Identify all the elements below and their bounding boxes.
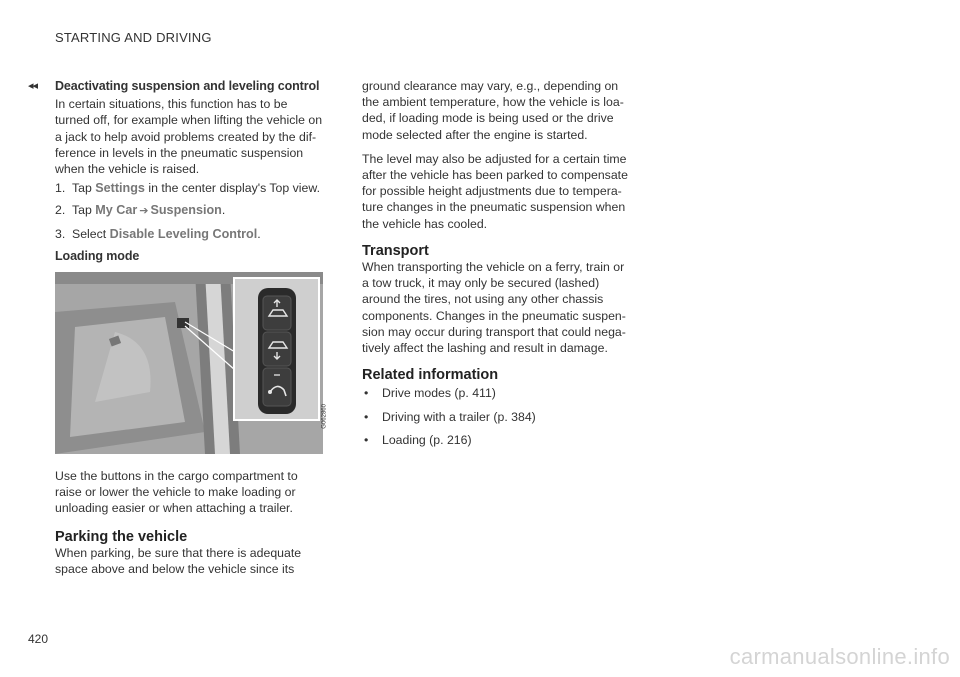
- my-car-ui-label: My Car: [95, 203, 138, 218]
- deactivating-intro: In certain situations, this function has to be turned off, for example when lifting the vehicle on a jack to help avoid problems created by the difference in levels in the pneumatic suspension when the vehicle is raised.: [55, 97, 323, 177]
- disable-leveling-ui-label: Disable Leveling Control: [109, 226, 258, 241]
- step-item: 2. Tap My Car ➔ Suspension.: [55, 202, 323, 219]
- level-paragraph: The level may also be adjusted for a certain time after the vehicle has been parked to compensate for possible height adjustments due to temperature changes in the pneumatic suspension when the vehicle has cooled.: [362, 151, 628, 231]
- right-column: [362, 78, 630, 455]
- cargo-buttons-image: [55, 272, 323, 454]
- settings-ui-label: Settings: [95, 181, 145, 196]
- related-info-heading: Related information: [362, 367, 499, 384]
- transport-text: When transporting the vehicle on a ferry, train or a tow truck, it may only be secured (lashed) around the tires, not using any other chassis components. Changes in the pneumatic suspension may occur during transport that could negatively affect the lashing and result in damage.: [362, 260, 626, 356]
- arrow-right-icon: ➔: [139, 205, 149, 218]
- bullet-icon: •: [364, 386, 369, 401]
- related-link[interactable]: • Loading (p. 216): [364, 432, 472, 447]
- left-column: [55, 78, 328, 577]
- watermark-text: carmanualsonline.info: [729, 644, 950, 669]
- cargo-compartment-illustration: [55, 272, 328, 454]
- loading-mode-heading: Loading mode: [55, 248, 140, 263]
- transport-heading: Transport: [362, 242, 429, 259]
- continuation-mark: ◂◂: [28, 80, 38, 92]
- step-item: 3. Select Disable Leveling Control.: [55, 226, 261, 241]
- related-link[interactable]: • Driving with a trailer (p. 384): [364, 409, 536, 424]
- page-number: 420: [28, 632, 49, 646]
- suspension-ui-label: Suspension: [150, 203, 222, 218]
- bullet-icon: •: [364, 432, 369, 447]
- step-item: 1. Tap Settings in the center display's Top view.: [55, 181, 320, 196]
- section-header: STARTING AND DRIVING: [55, 30, 212, 45]
- loading-mode-text: Use the buttons in the cargo compartment to raise or lower the vehicle to make loading or unloading easier or when attaching a trailer.: [55, 469, 298, 516]
- parking-text: When parking, be sure that there is adequate space above and below the vehicle since its: [55, 545, 302, 577]
- deactivating-heading: Deactivating suspension and leveling control: [55, 79, 320, 93]
- related-links-list: [362, 385, 630, 448]
- related-link[interactable]: • Drive modes (p. 411): [364, 386, 496, 401]
- bullet-icon: •: [364, 409, 369, 424]
- clearance-paragraph: ground clearance may vary, e.g., depending on the ambient temperature, how the vehicle is loaded, if loading mode is being used or the drive mode selected after the engine is started.: [362, 79, 624, 142]
- parking-heading: Parking the vehicle: [55, 528, 188, 545]
- figure-code: G062860: [322, 404, 328, 429]
- steps-list: [55, 180, 323, 242]
